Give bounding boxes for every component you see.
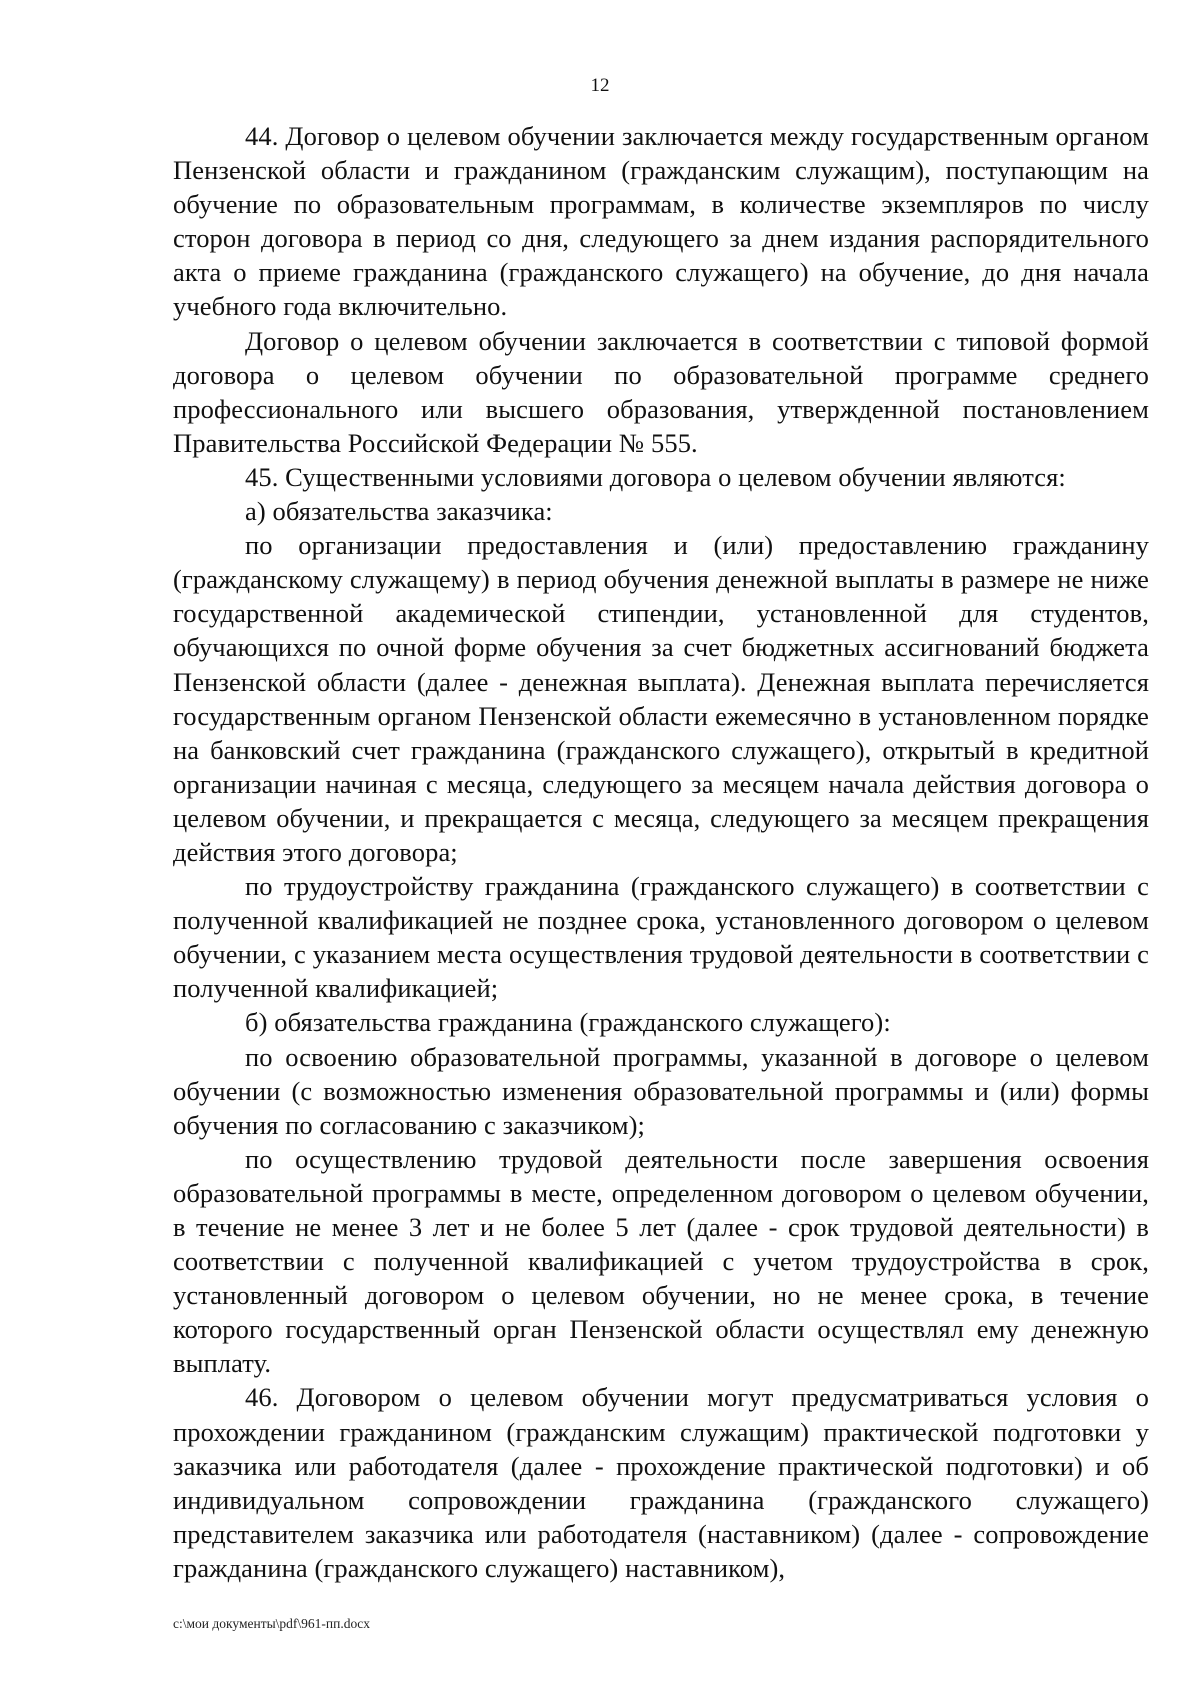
paragraph-44-typical-form: Договор о целевом обучении заключается в соответствии с типовой формой договора о целевом обучении по образовательной программе среднего профессионального или высшего образования, утвержденной постановлением Правительства Российской Федерации № 555. <box>173 325 1149 458</box>
document-body <box>173 119 1149 1585</box>
page-number: 12 <box>590 75 610 96</box>
paragraph-45b-heading: б) обязательства гражданина (гражданского служащего): <box>245 1007 891 1038</box>
paragraph-45a-heading: а) обязательства заказчика: <box>245 496 553 527</box>
paragraph-44: 44. Договор о целевом обучении заключается между государственным органом Пензенской области и гражданином (гражданским служащим), поступающим на обучение по образовательным программам, в количестве экземпляров по числу сторон договора в период со дня, следующего за днем издания распорядительного акта о приеме гражданина (гражданского служащего) на обучение, до дня начала учебного года включительно. <box>173 121 1149 322</box>
paragraph-45a-payment: по организации предоставления и (или) предоставлению гражданину (гражданскому служащему) в период обучения денежной выплаты в размере не ниже государственной академической стипендии, установленной для студентов, обучающихся по очной форме обучения за счет бюджетных ассигнований бюджета Пензенской области (далее - денежная выплата). Денежная выплата перечисляется государственным органом Пензенской области ежемесячно в установленном порядке на банковский счет гражданина (гражданского служащего), открытый в кредитной организации начиная с месяца, следующего за месяцем начала действия договора о целевом обучении, и прекращается с месяца, следующего за месяцем прекращения действия этого договора; <box>173 530 1149 867</box>
paragraph-45b-work: по осуществлению трудовой деятельности после завершения освоения образовательной программы в месте, определенном договором о целевом обучении, в течение не менее 3 лет и не более 5 лет (далее - срок трудовой деятельности) в соответствии с полученной квалификацией с учетом трудоустройства в срок, установленный договором о целевом обучении, но не менее срока, в течение которого государственный орган Пензенской области осуществлял ему денежную выплату. <box>173 1143 1149 1379</box>
paragraph-45b-study: по освоению образовательной программы, указанной в договоре о целевом обучении (с возможностью изменения образовательной программы и (или) формы обучения по согласованию с заказчиком); <box>173 1041 1149 1140</box>
paragraph-46: 46. Договором о целевом обучении могут предусматриваться условия о прохождении гражданином (гражданским служащим) практической подготовки у заказчика или работодателя (далее - прохождение практической подготовки) и об индивидуальном сопровождении гражданина (гражданского служащего) представителем заказчика или работодателя (наставником) (далее - сопровождение гражданина (гражданского служащего) наставником), <box>173 1382 1149 1583</box>
paragraph-45a-employment: по трудоустройству гражданина (гражданского служащего) в соответствии с полученной квалификацией не позднее срока, установленного договором о целевом обучении, с указанием места осуществления трудовой деятельности в соответствии с полученной квалификацией; <box>173 871 1149 1004</box>
footer-file-path: c:\мои документы\pdf\961-пп.docx <box>173 1616 370 1631</box>
paragraph-45: 45. Существенными условиями договора о целевом обучении являются: <box>245 461 1066 492</box>
